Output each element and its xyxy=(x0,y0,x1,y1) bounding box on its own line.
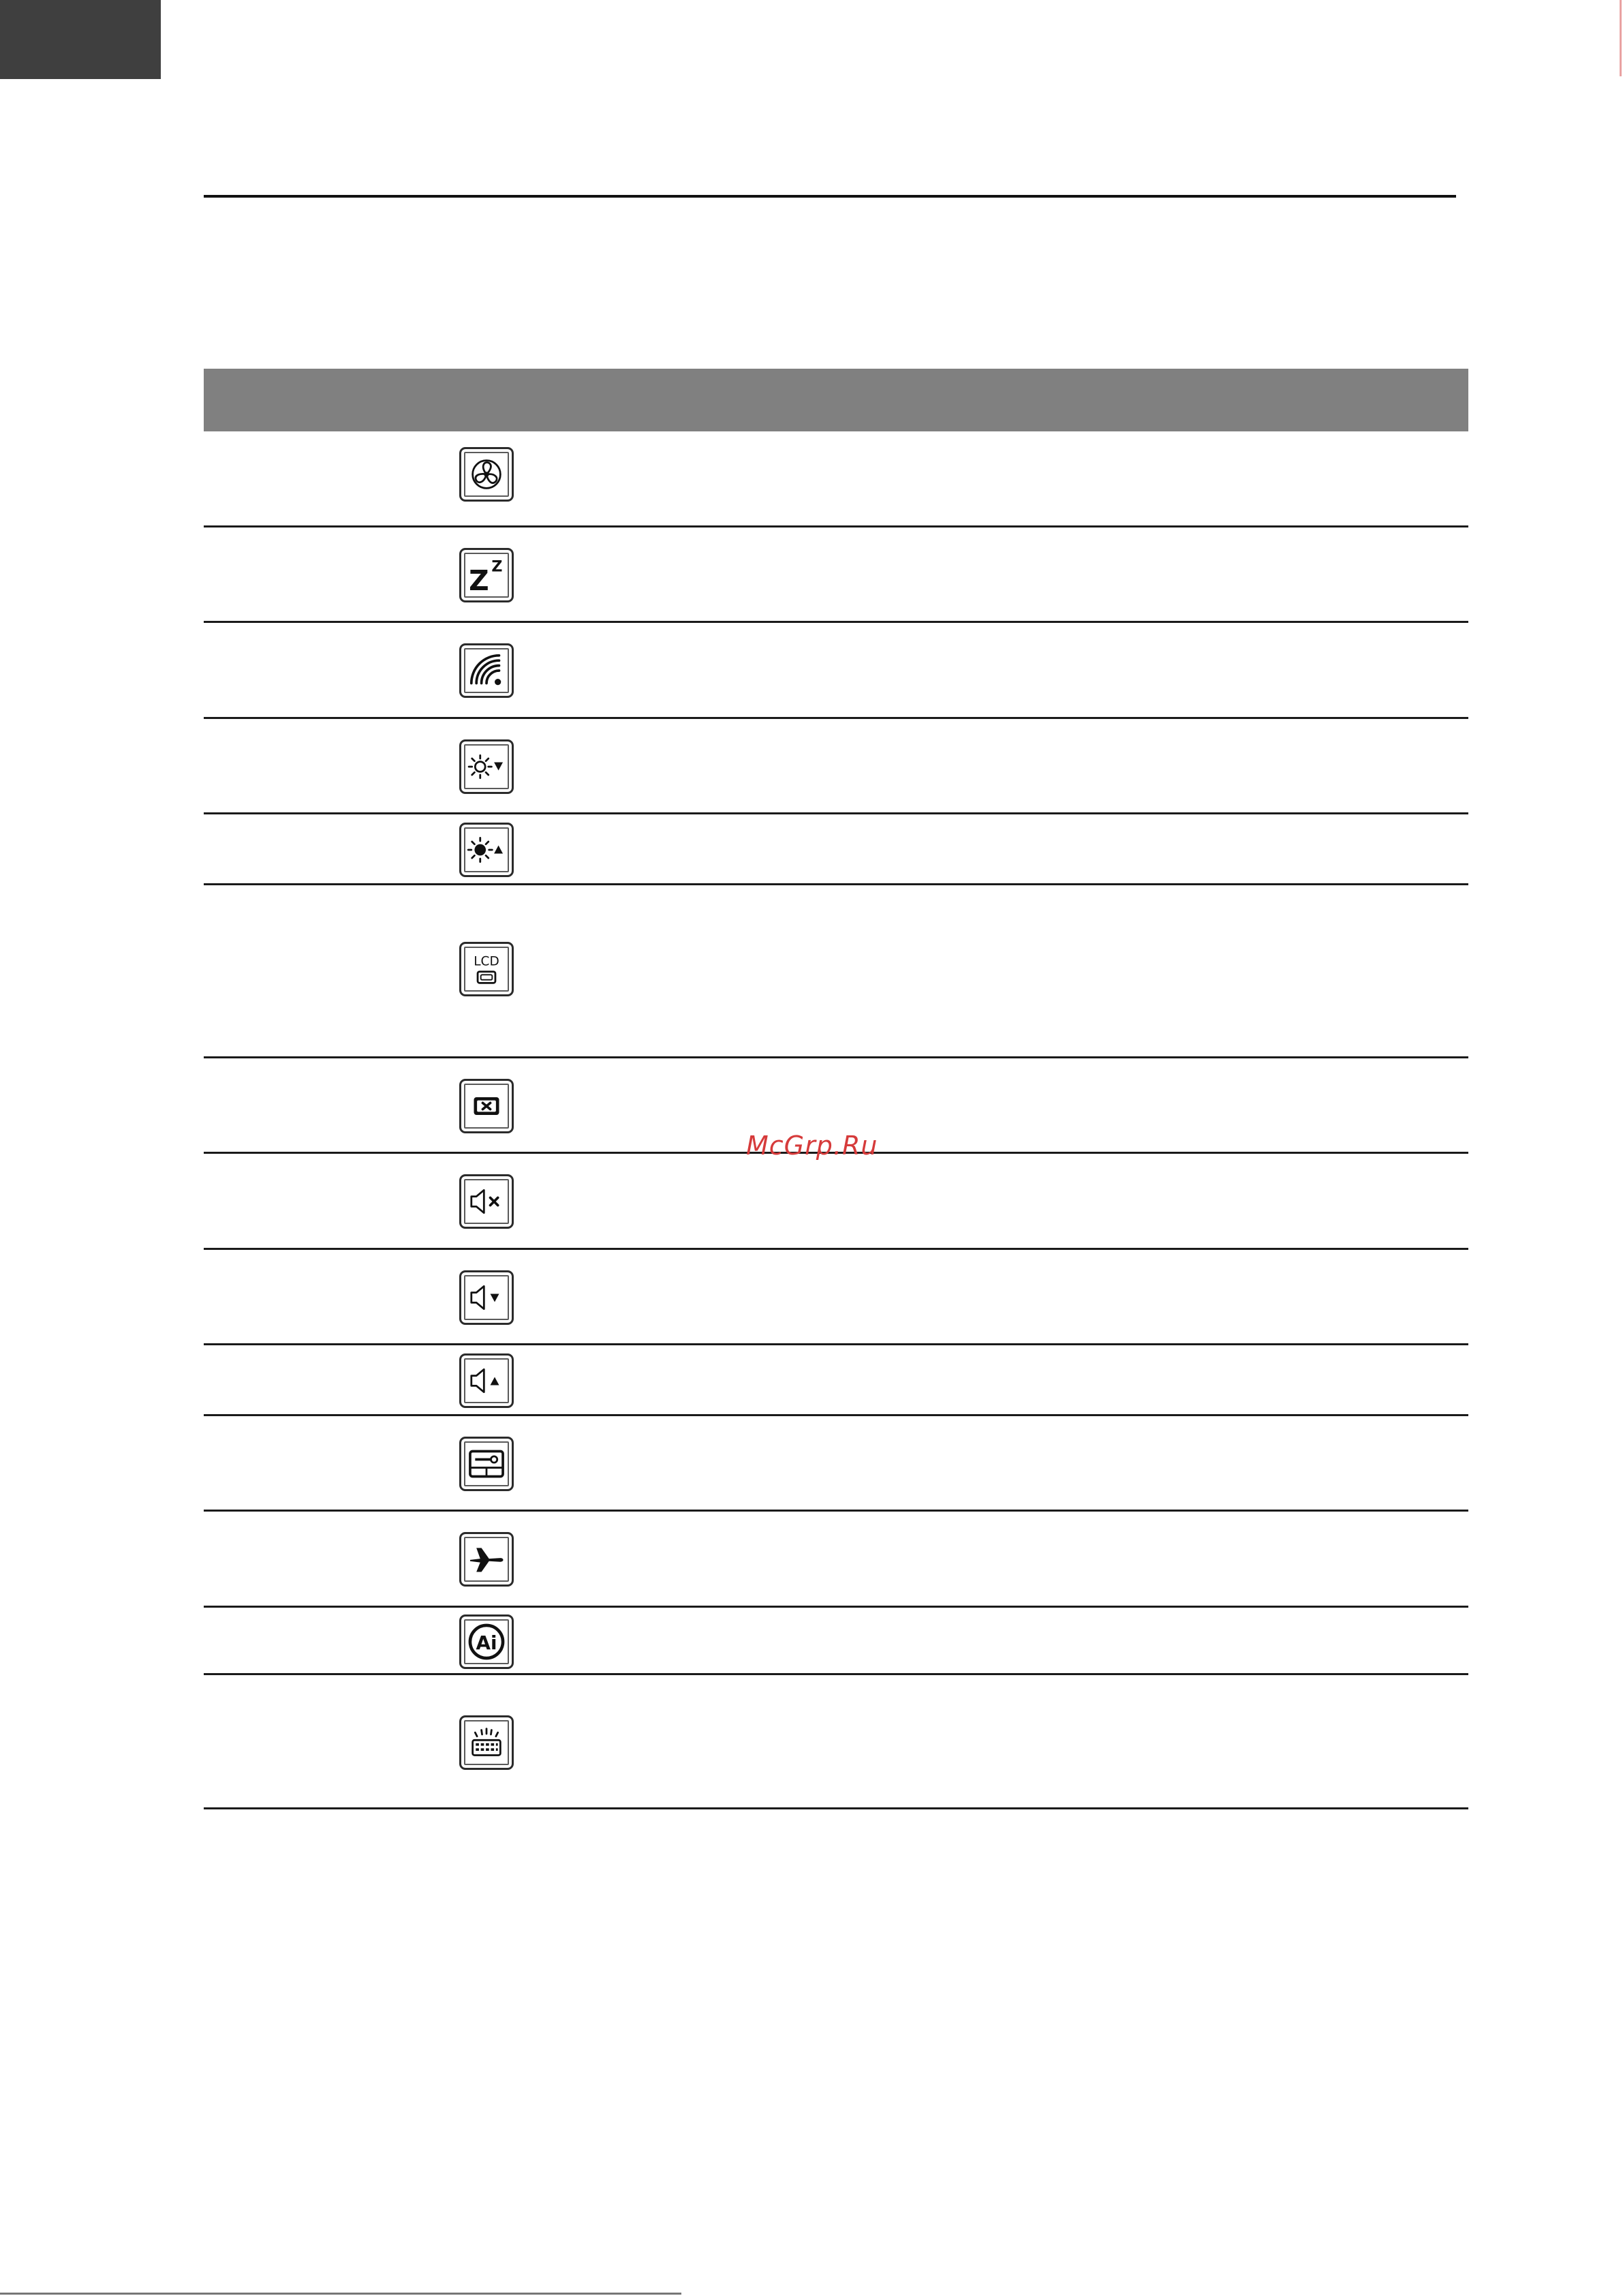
airplane-mode-icon xyxy=(459,1532,514,1587)
page-edge-mark xyxy=(1620,0,1622,76)
wireless-icon xyxy=(459,643,514,698)
table-row xyxy=(204,527,1468,623)
table-header xyxy=(204,369,1468,431)
table-row xyxy=(204,1154,1468,1250)
footer-rule xyxy=(0,2293,681,2295)
svg-text:LCD: LCD xyxy=(474,954,499,969)
display-off-icon xyxy=(459,1079,514,1133)
table-row xyxy=(204,814,1468,885)
table-row xyxy=(204,1416,1468,1512)
svg-text:Ai: Ai xyxy=(476,1632,497,1655)
touchpad-toggle-icon xyxy=(459,1437,514,1491)
svg-text:Z: Z xyxy=(469,564,489,598)
table-row xyxy=(204,431,1468,527)
table-row xyxy=(204,885,1468,1058)
display-switch-icon xyxy=(459,942,514,996)
volume-up-icon xyxy=(459,1353,514,1408)
fan-icon xyxy=(459,447,514,502)
title-rule xyxy=(204,195,1456,198)
table-row xyxy=(204,1675,1468,1809)
mute-icon xyxy=(459,1174,514,1229)
sleep-icon xyxy=(459,548,514,602)
brightness-up-icon xyxy=(459,823,514,877)
brightness-down-icon xyxy=(459,739,514,794)
keyboard-backlight-icon xyxy=(459,1715,514,1770)
table-row xyxy=(204,1345,1468,1416)
table-row xyxy=(204,1250,1468,1345)
table-row xyxy=(204,1608,1468,1675)
watermark: McGrp.Ru xyxy=(746,1131,878,1161)
svg-text:Z: Z xyxy=(491,557,503,576)
hotkey-table xyxy=(204,369,1468,1809)
table-row xyxy=(204,623,1468,719)
ai-icon xyxy=(459,1614,514,1669)
page-corner-tab xyxy=(0,0,161,79)
table-row xyxy=(204,1512,1468,1608)
table-row xyxy=(204,719,1468,814)
volume-down-icon xyxy=(459,1270,514,1325)
